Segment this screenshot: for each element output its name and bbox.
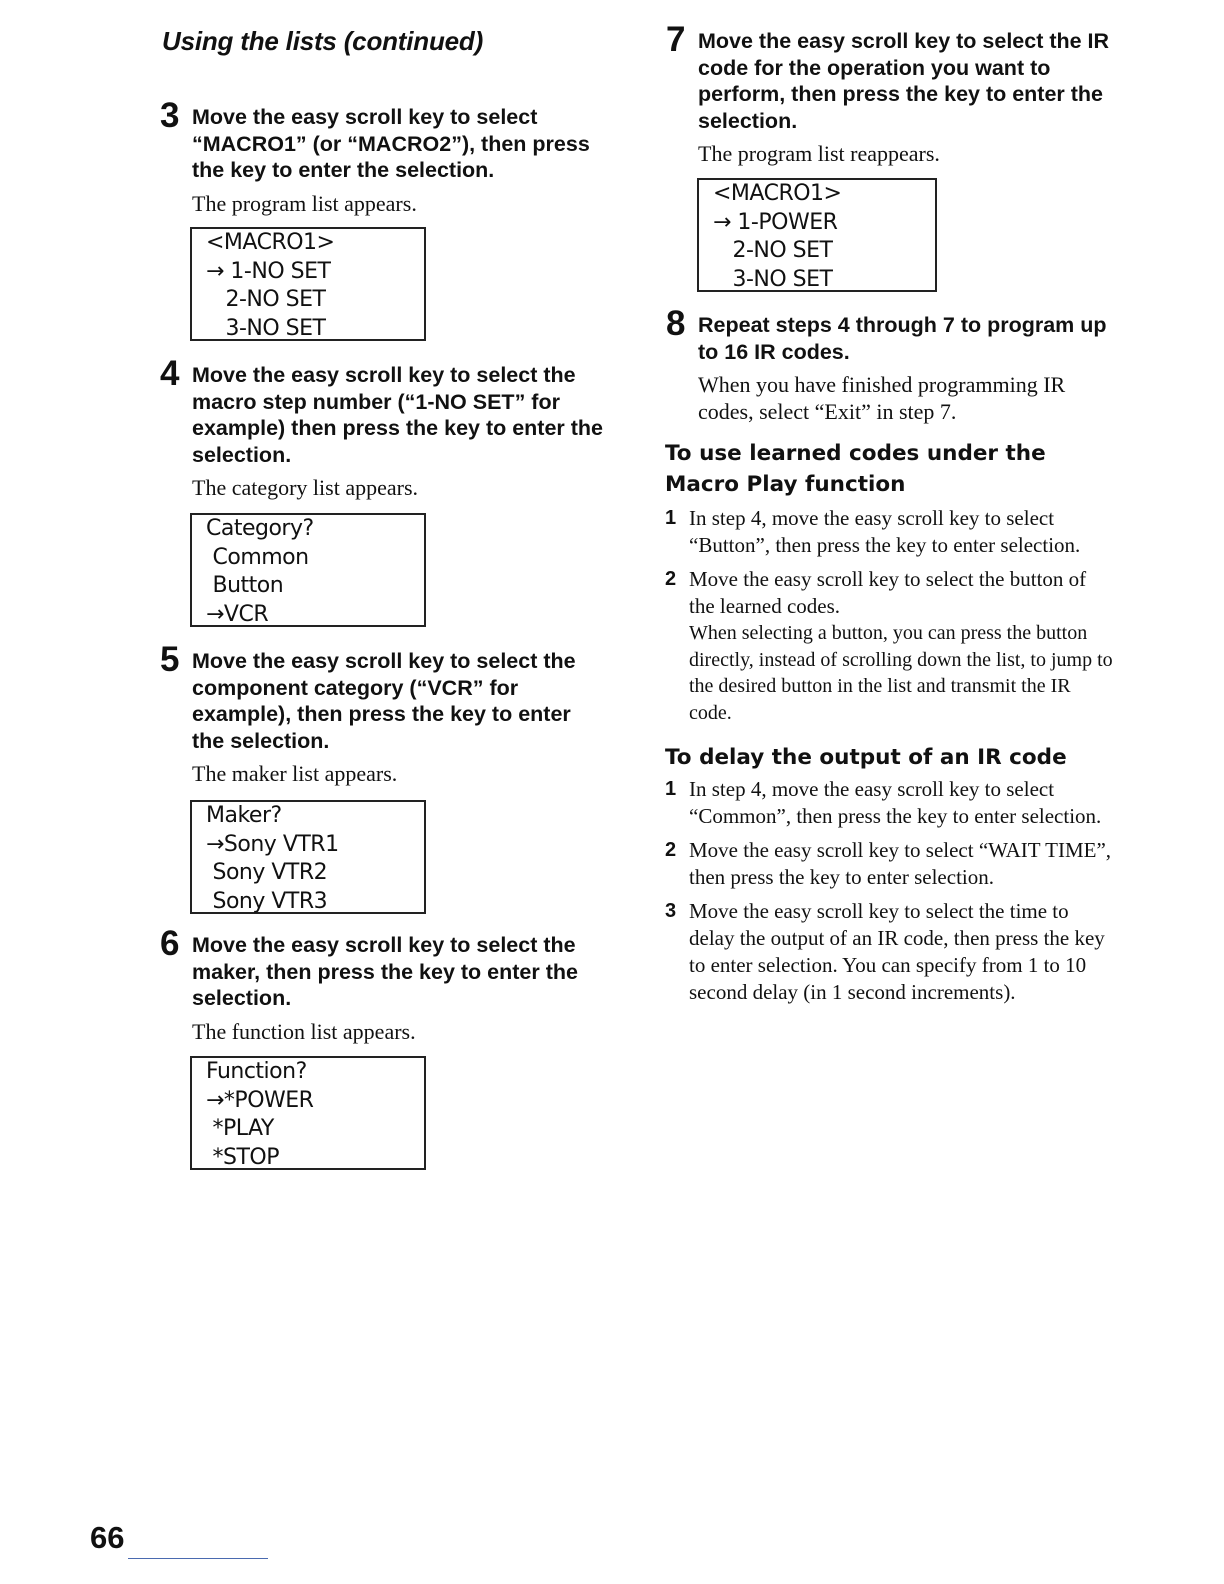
list-item: [665, 898, 1115, 1006]
step-result: The program list appears.: [192, 190, 417, 216]
step-instruction: Move the easy scroll key to select the macro step number (“1-NO SET” for example) then press the key to enter the selection.: [192, 363, 604, 467]
learned-codes-heading: To use learned codes under the Macro Play function: [665, 441, 1046, 497]
list-item: [665, 566, 1115, 726]
step-instruction: Move the easy scroll key to select the maker, then press the key to enter the selection.: [192, 933, 578, 1010]
lcd-line: <MACRO1>: [713, 181, 842, 206]
step-number: 8: [666, 304, 686, 343]
step-4: [160, 354, 607, 501]
lcd-line: 2-NO SET: [713, 238, 833, 263]
step-instruction: Move the easy scroll key to select the component category (“VCR” for example), then press the key to enter the selection.: [192, 649, 576, 753]
delay-list: [665, 776, 1115, 1013]
lcd-line: Button: [206, 573, 284, 598]
lcd-line: Sony VTR2: [206, 860, 328, 885]
page-rule: [128, 1558, 268, 1559]
step-instruction: Repeat steps 4 through 7 to program up to 16 IR codes.: [698, 313, 1107, 364]
step-number: 5: [160, 640, 180, 679]
item-text: In step 4, move the easy scroll key to select “Button”, then press the key to enter selection.: [689, 506, 1081, 557]
delay-heading: To delay the output of an IR code: [665, 745, 1067, 770]
list-item: [665, 837, 1115, 891]
step-number: 6: [160, 924, 180, 963]
lcd-line: Maker?: [206, 803, 282, 828]
lcd-line: 3-NO SET: [713, 266, 833, 292]
step-6: [160, 924, 607, 1045]
lcd-line: → 1-NO SET: [206, 258, 331, 284]
step-result: When you have finished programming IR codes, select “Exit” in step 7.: [698, 372, 1066, 424]
step-result: The function list appears.: [192, 1018, 416, 1044]
item-number: 2: [665, 839, 677, 861]
lcd-line: 3-NO SET: [206, 315, 326, 341]
step-8: [666, 304, 1108, 425]
lcd-line: *PLAY: [206, 1116, 274, 1141]
lcd-line: <MACRO1>: [206, 230, 335, 255]
step-number: 3: [160, 96, 180, 135]
step-5: [160, 640, 607, 787]
lcd-line: Category?: [206, 516, 314, 541]
learned-codes-list: [665, 505, 1115, 733]
step-result: The category list appears.: [192, 475, 419, 500]
item-number: 1: [665, 778, 677, 800]
list-item: [665, 505, 1115, 559]
lcd-line: → 1-POWER: [713, 209, 838, 235]
lcd-maker-list: [190, 800, 426, 914]
step-result: The program list reappears.: [698, 141, 940, 166]
step-instruction: Move the easy scroll key to select “MACRO1” (or “MACRO2”), then press the key to enter the selection.: [192, 105, 590, 182]
item-number: 1: [665, 507, 677, 529]
lcd-line: →Sony VTR1: [206, 831, 339, 857]
step-7: [666, 20, 1120, 167]
item-note: When selecting a button, you can press the button directly, instead of scrolling down the list, to jump to the desired button in the list and transmit the IR code.: [689, 622, 1113, 724]
section-title: Using the lists (continued): [162, 26, 484, 56]
item-text: Move the easy scroll key to select “WAIT TIME”, then press the key to enter selection.: [689, 838, 1112, 889]
lcd-line: Sony VTR3: [206, 888, 328, 914]
lcd-program-list-updated: [697, 178, 937, 292]
lcd-line: Function?: [206, 1059, 307, 1084]
item-text: Move the easy scroll key to select the button of the learned codes.: [689, 567, 1087, 618]
page-number: 66: [90, 1520, 125, 1555]
step-number: 7: [666, 20, 686, 59]
lcd-line: →*POWER: [206, 1087, 314, 1113]
lcd-line: Common: [206, 544, 309, 570]
lcd-category-list: [190, 513, 426, 627]
item-text: Move the easy scroll key to select the time to delay the output of an IR code, then press the key to enter selection. You can specify from 1 to 10 second delay (in 1 second increments).: [689, 899, 1105, 1004]
step-instruction: Move the easy scroll key to select the IR code for the operation you want to perform, then press the key to enter the selection.: [698, 29, 1110, 133]
lcd-program-list: [190, 227, 426, 341]
item-text: In step 4, move the easy scroll key to select “Common”, then press the key to enter selection.: [689, 777, 1102, 828]
lcd-line: 2-NO SET: [206, 287, 326, 312]
item-number: 3: [665, 900, 677, 922]
step-3: [160, 96, 607, 217]
step-number: 4: [160, 354, 180, 393]
step-result: The maker list appears.: [192, 761, 398, 786]
item-number: 2: [665, 568, 677, 590]
list-item: [665, 776, 1115, 830]
lcd-line: *STOP: [206, 1144, 279, 1170]
lcd-line: →VCR: [206, 601, 269, 627]
lcd-function-list: [190, 1056, 426, 1170]
